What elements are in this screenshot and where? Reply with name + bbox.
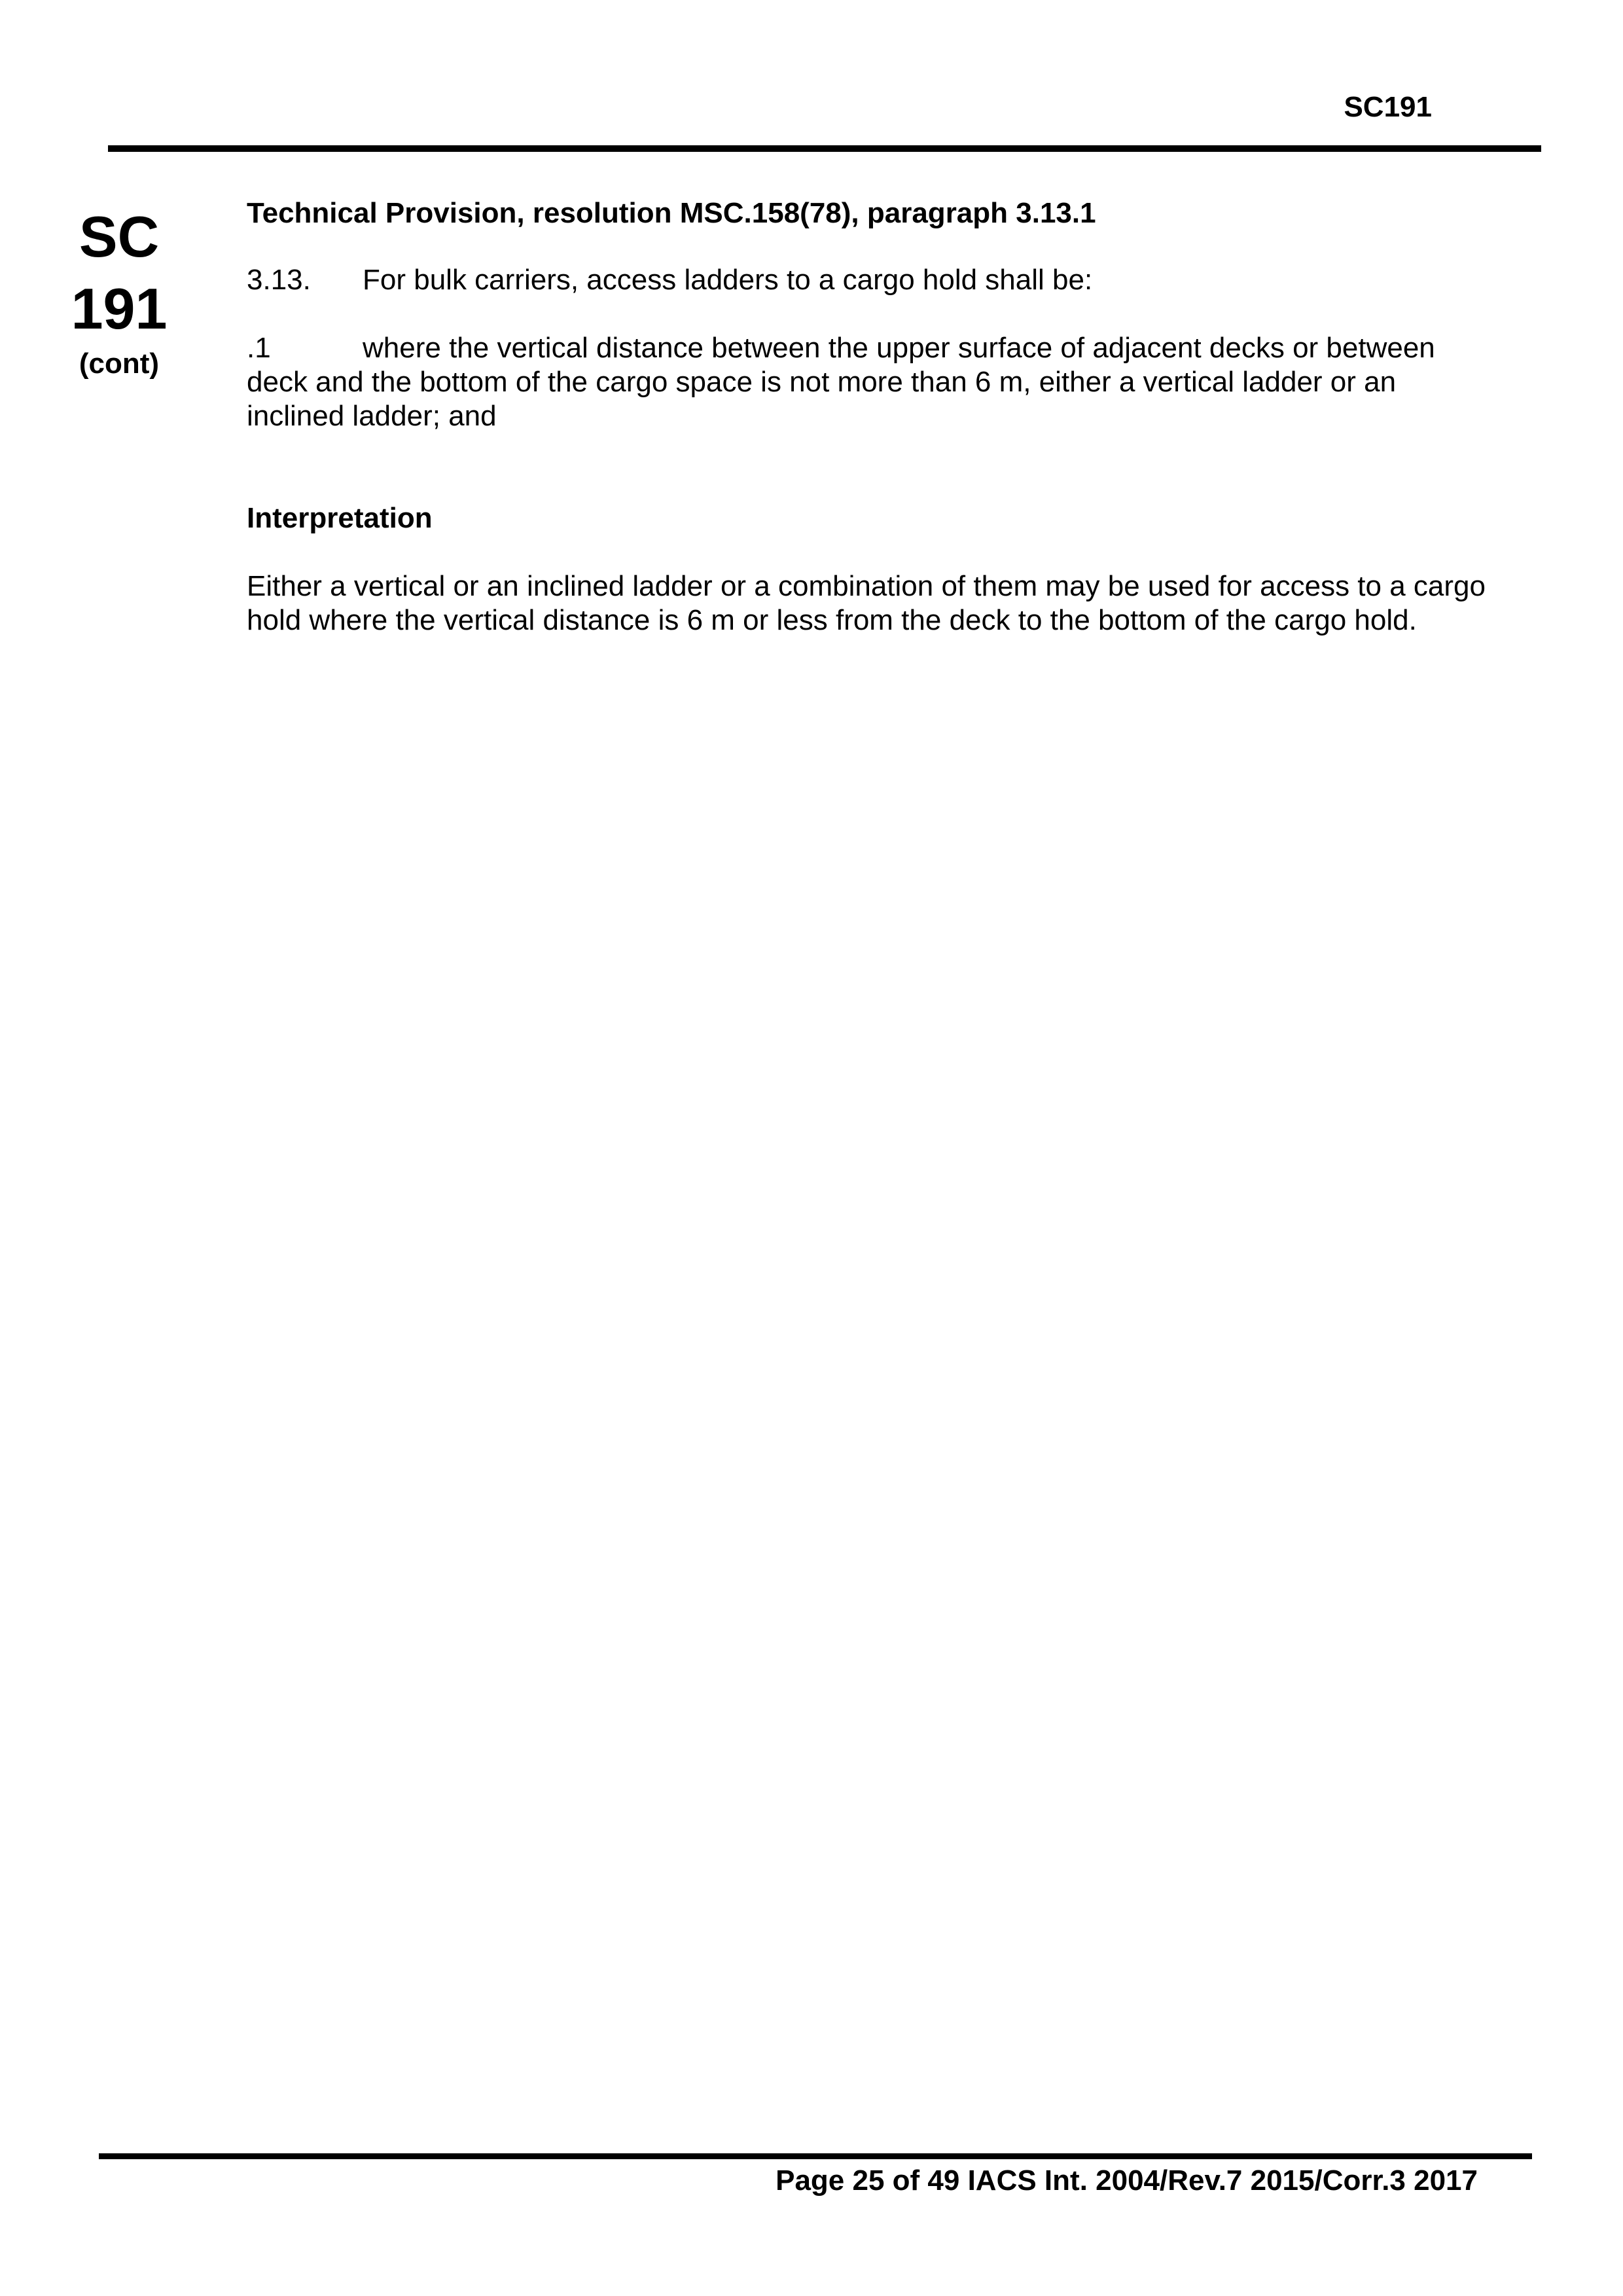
footer-rule — [99, 2153, 1532, 2159]
clause-text: For bulk carriers, access ladders to a cargo hold shall be: — [363, 264, 1093, 296]
subclause-1 — [247, 331, 1490, 433]
clause-number: 3.13. — [247, 264, 311, 296]
clause-3-13 — [247, 263, 1490, 297]
side-label-continuation: (cont) — [79, 348, 160, 380]
side-label-prefix: SC — [79, 204, 160, 269]
interpretation-heading: Interpretation — [247, 502, 433, 534]
provision-heading: Technical Provision, resolution MSC.158(78), paragraph 3.13.1 — [247, 197, 1096, 229]
side-label — [60, 204, 178, 380]
subclause-number: .1 — [247, 332, 271, 364]
document-body — [247, 196, 1490, 637]
header-rule — [108, 145, 1541, 152]
interpretation-text: Either a vertical or an inclined ladder or a combination of them may be used for access to a cargo hold where the vertical distance is 6 m or less from the deck to the bottom of the cargo hold. — [247, 570, 1486, 636]
page-footer: Page 25 of 49 IACS Int. 2004/Rev.7 2015/Corr.3 2017 — [776, 2164, 1478, 2197]
document-id: SC191 — [1344, 91, 1432, 123]
side-label-number: 191 — [71, 276, 168, 341]
subclause-text: where the vertical distance between the upper surface of adjacent decks or between deck and the bottom of the cargo space is not more than 6 m, either a vertical ladder or an inclined ladder; and — [247, 332, 1435, 432]
